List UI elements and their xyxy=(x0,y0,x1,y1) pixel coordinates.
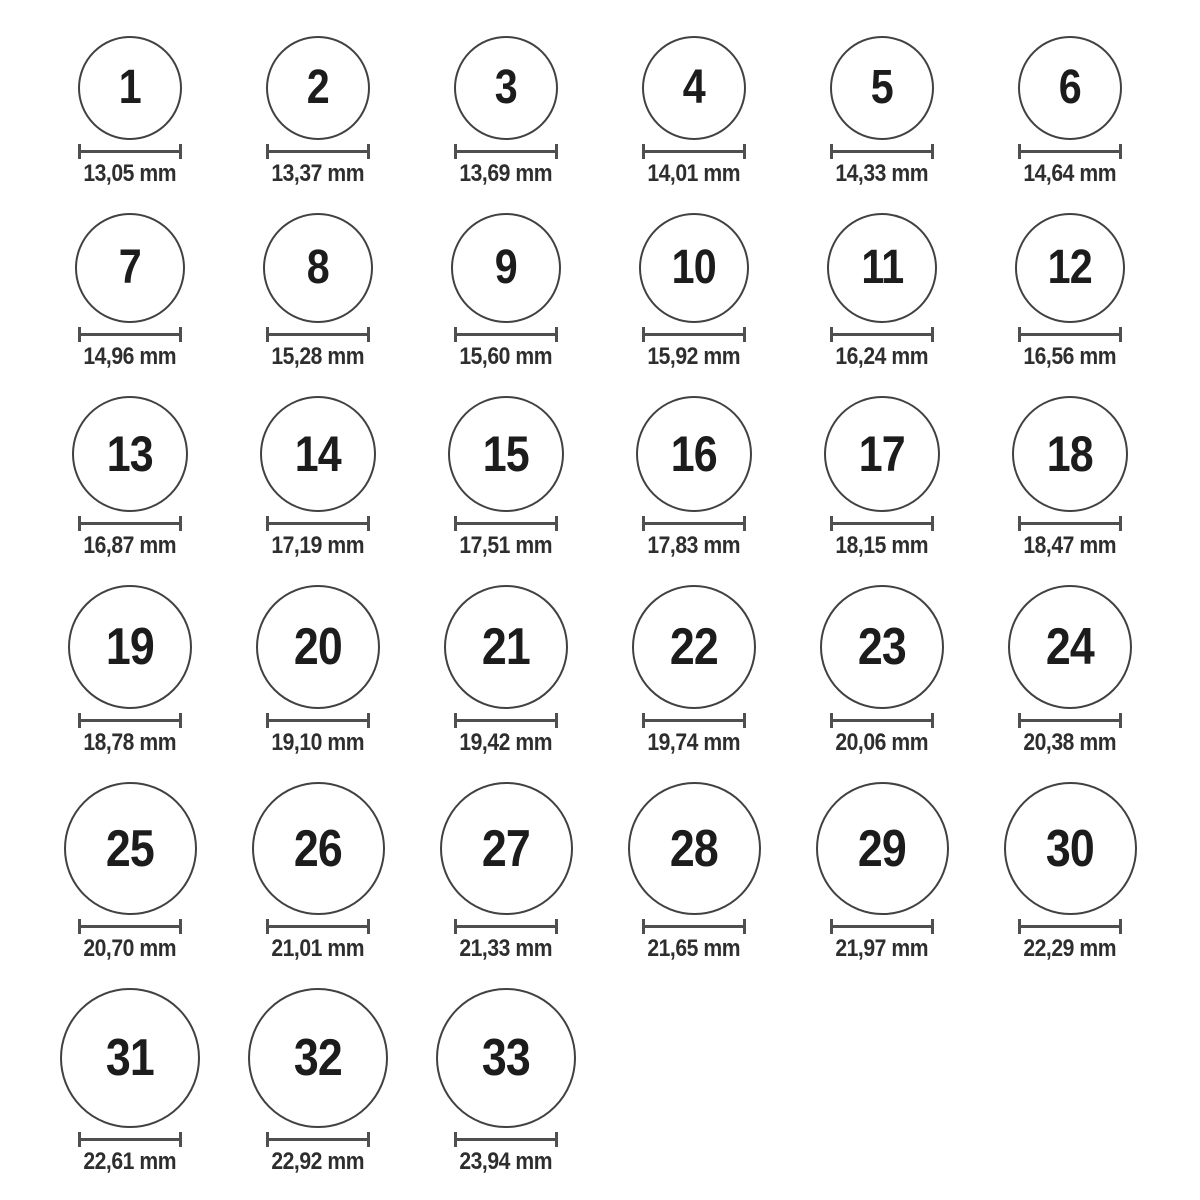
diameter-label: 15,60 mm xyxy=(459,343,553,370)
measure-bar-icon xyxy=(457,333,555,336)
ring-size-cell xyxy=(224,988,412,1175)
measure-bar-icon xyxy=(645,150,743,153)
ring-circle xyxy=(1012,396,1128,512)
measure-tick-right-icon xyxy=(1119,327,1122,342)
ring-size-cell xyxy=(788,396,976,559)
ring-circle xyxy=(632,585,756,709)
diameter-measure xyxy=(454,516,558,531)
ring-circle xyxy=(444,585,568,709)
chart-row xyxy=(36,988,1164,1175)
diameter-measure xyxy=(454,713,558,728)
measure-tick-right-icon xyxy=(1119,144,1122,159)
measure-bar-icon xyxy=(1021,333,1119,336)
measure-tick-right-icon xyxy=(179,327,182,342)
ring-size-cell xyxy=(412,396,600,559)
measure-tick-right-icon xyxy=(179,713,182,728)
ring-size-cell xyxy=(412,36,600,187)
ring-size-cell xyxy=(36,782,224,962)
measure-bar-icon xyxy=(1021,925,1119,928)
diameter-label: 19,74 mm xyxy=(647,729,741,756)
ring-size-cell xyxy=(600,585,788,756)
measure-tick-right-icon xyxy=(179,144,182,159)
ring-size-number: 10 xyxy=(671,241,717,294)
ring-size-cell xyxy=(976,585,1164,756)
diameter-measure xyxy=(454,144,558,159)
ring-size-number: 30 xyxy=(1045,819,1095,878)
measure-tick-right-icon xyxy=(743,713,746,728)
measure-bar-icon xyxy=(81,150,179,153)
diameter-measure xyxy=(266,327,370,342)
diameter-label: 17,51 mm xyxy=(459,532,553,559)
ring-circle xyxy=(639,213,749,323)
diameter-label: 16,24 mm xyxy=(835,343,929,370)
diameter-label: 20,70 mm xyxy=(83,935,177,962)
measure-tick-right-icon xyxy=(1119,919,1122,934)
ring-size-number: 33 xyxy=(481,1029,531,1087)
measure-tick-right-icon xyxy=(743,516,746,531)
measure-tick-right-icon xyxy=(1119,713,1122,728)
ring-size-number: 32 xyxy=(293,1029,343,1087)
measure-tick-right-icon xyxy=(1119,516,1122,531)
measure-bar-icon xyxy=(1021,719,1119,722)
ring-circle xyxy=(451,213,561,323)
diameter-label: 23,94 mm xyxy=(459,1148,553,1175)
measure-bar-icon xyxy=(457,522,555,525)
measure-bar-icon xyxy=(81,925,179,928)
ring-size-number: 31 xyxy=(105,1029,155,1087)
measure-bar-icon xyxy=(1021,522,1119,525)
diameter-measure xyxy=(1018,516,1122,531)
ring-size-cell xyxy=(600,36,788,187)
ring-circle xyxy=(436,988,576,1128)
measure-bar-icon xyxy=(833,150,931,153)
measure-tick-right-icon xyxy=(555,713,558,728)
ring-circle xyxy=(636,396,752,512)
diameter-measure xyxy=(642,713,746,728)
diameter-label: 22,92 mm xyxy=(271,1148,365,1175)
measure-bar-icon xyxy=(81,719,179,722)
diameter-measure xyxy=(266,919,370,934)
ring-circle xyxy=(266,36,370,140)
ring-size-number: 21 xyxy=(481,618,531,676)
diameter-label: 13,69 mm xyxy=(459,160,553,187)
diameter-label: 19,10 mm xyxy=(271,729,365,756)
diameter-measure xyxy=(642,144,746,159)
diameter-label: 14,64 mm xyxy=(1023,160,1117,187)
ring-size-number: 22 xyxy=(669,618,719,676)
measure-bar-icon xyxy=(269,719,367,722)
measure-tick-right-icon xyxy=(367,144,370,159)
ring-size-number: 15 xyxy=(482,426,530,482)
measure-bar-icon xyxy=(833,925,931,928)
measure-bar-icon xyxy=(457,1138,555,1141)
ring-size-number: 5 xyxy=(870,61,894,114)
ring-size-number: 8 xyxy=(306,241,330,294)
ring-size-cell xyxy=(224,585,412,756)
ring-circle xyxy=(628,782,761,915)
ring-size-cell xyxy=(600,782,788,962)
ring-size-cell xyxy=(976,36,1164,187)
diameter-measure xyxy=(78,1132,182,1147)
diameter-label: 14,01 mm xyxy=(647,160,741,187)
ring-circle xyxy=(1004,782,1137,915)
ring-circle xyxy=(448,396,564,512)
diameter-measure xyxy=(78,919,182,934)
ring-size-number: 27 xyxy=(481,819,531,878)
ring-circle xyxy=(78,36,182,140)
ring-size-cell xyxy=(976,213,1164,370)
diameter-label: 14,33 mm xyxy=(835,160,929,187)
diameter-measure xyxy=(78,516,182,531)
ring-circle xyxy=(1008,585,1132,709)
diameter-label: 16,87 mm xyxy=(83,532,177,559)
measure-tick-right-icon xyxy=(179,919,182,934)
chart-row xyxy=(36,36,1164,187)
diameter-measure xyxy=(266,713,370,728)
diameter-label: 13,37 mm xyxy=(271,160,365,187)
ring-circle xyxy=(248,988,388,1128)
ring-size-number: 29 xyxy=(857,819,907,878)
measure-tick-right-icon xyxy=(555,919,558,934)
measure-tick-right-icon xyxy=(931,713,934,728)
ring-size-cell xyxy=(412,213,600,370)
diameter-label: 15,28 mm xyxy=(271,343,365,370)
measure-tick-right-icon xyxy=(367,327,370,342)
ring-circle xyxy=(60,988,200,1128)
ring-circle xyxy=(440,782,573,915)
diameter-label: 20,06 mm xyxy=(835,729,929,756)
ring-size-number: 23 xyxy=(857,618,907,676)
chart-row xyxy=(36,213,1164,370)
diameter-label: 16,56 mm xyxy=(1023,343,1117,370)
measure-bar-icon xyxy=(269,333,367,336)
measure-bar-icon xyxy=(1021,150,1119,153)
ring-size-cell xyxy=(224,396,412,559)
ring-size-number: 26 xyxy=(293,819,343,878)
ring-circle xyxy=(64,782,197,915)
ring-size-cell xyxy=(600,213,788,370)
diameter-measure xyxy=(78,327,182,342)
diameter-label: 19,42 mm xyxy=(459,729,553,756)
diameter-measure xyxy=(642,919,746,934)
diameter-measure xyxy=(78,144,182,159)
measure-tick-right-icon xyxy=(743,327,746,342)
diameter-measure xyxy=(454,1132,558,1147)
chart-row xyxy=(36,782,1164,962)
ring-size-cell xyxy=(788,782,976,962)
ring-size-cell xyxy=(976,782,1164,962)
ring-size-number: 3 xyxy=(494,61,518,114)
diameter-label: 18,78 mm xyxy=(83,729,177,756)
diameter-measure xyxy=(454,919,558,934)
ring-size-cell xyxy=(36,396,224,559)
measure-tick-right-icon xyxy=(555,516,558,531)
ring-circle xyxy=(256,585,380,709)
diameter-label: 17,83 mm xyxy=(647,532,741,559)
ring-size-number: 4 xyxy=(682,61,706,114)
diameter-measure xyxy=(1018,919,1122,934)
diameter-measure xyxy=(642,327,746,342)
ring-circle xyxy=(827,213,937,323)
ring-circle xyxy=(454,36,558,140)
measure-bar-icon xyxy=(81,522,179,525)
ring-circle xyxy=(1015,213,1125,323)
diameter-measure xyxy=(830,516,934,531)
diameter-measure xyxy=(1018,327,1122,342)
diameter-label: 21,33 mm xyxy=(459,935,553,962)
ring-size-cell xyxy=(36,585,224,756)
measure-bar-icon xyxy=(645,719,743,722)
ring-size-cell xyxy=(788,213,976,370)
measure-bar-icon xyxy=(81,333,179,336)
diameter-measure xyxy=(830,327,934,342)
ring-size-number: 2 xyxy=(306,61,330,114)
ring-size-number: 1 xyxy=(118,61,142,114)
diameter-label: 14,96 mm xyxy=(83,343,177,370)
diameter-measure xyxy=(1018,144,1122,159)
ring-size-cell xyxy=(976,396,1164,559)
ring-circle xyxy=(263,213,373,323)
measure-tick-right-icon xyxy=(931,144,934,159)
ring-size-cell xyxy=(36,988,224,1175)
measure-bar-icon xyxy=(269,150,367,153)
diameter-label: 17,19 mm xyxy=(271,532,365,559)
ring-circle xyxy=(820,585,944,709)
chart-row xyxy=(36,585,1164,756)
ring-circle xyxy=(1018,36,1122,140)
measure-bar-icon xyxy=(645,522,743,525)
measure-bar-icon xyxy=(833,333,931,336)
measure-tick-right-icon xyxy=(555,144,558,159)
measure-bar-icon xyxy=(269,522,367,525)
ring-circle xyxy=(252,782,385,915)
measure-bar-icon xyxy=(833,522,931,525)
measure-bar-icon xyxy=(269,925,367,928)
diameter-label: 21,01 mm xyxy=(271,935,365,962)
ring-size-cell xyxy=(412,988,600,1175)
ring-circle xyxy=(72,396,188,512)
measure-tick-right-icon xyxy=(367,516,370,531)
ring-circle xyxy=(642,36,746,140)
measure-bar-icon xyxy=(645,333,743,336)
ring-circle xyxy=(75,213,185,323)
ring-size-number: 12 xyxy=(1047,241,1093,294)
measure-tick-right-icon xyxy=(367,919,370,934)
diameter-label: 21,65 mm xyxy=(647,935,741,962)
diameter-label: 18,47 mm xyxy=(1023,532,1117,559)
measure-tick-right-icon xyxy=(555,1132,558,1147)
ring-size-cell xyxy=(788,585,976,756)
diameter-measure xyxy=(830,144,934,159)
ring-size-number: 6 xyxy=(1058,61,1082,114)
ring-size-number: 18 xyxy=(1046,426,1094,482)
diameter-measure xyxy=(1018,713,1122,728)
ring-size-cell xyxy=(224,782,412,962)
diameter-label: 22,61 mm xyxy=(83,1148,177,1175)
ring-size-cell xyxy=(36,36,224,187)
ring-size-number: 9 xyxy=(494,241,518,294)
ring-circle xyxy=(68,585,192,709)
diameter-measure xyxy=(266,144,370,159)
measure-bar-icon xyxy=(269,1138,367,1141)
ring-circle xyxy=(260,396,376,512)
ring-size-cell xyxy=(224,36,412,187)
ring-size-number: 25 xyxy=(105,819,155,878)
measure-tick-right-icon xyxy=(367,713,370,728)
ring-size-number: 19 xyxy=(105,618,155,676)
diameter-label: 21,97 mm xyxy=(835,935,929,962)
ring-size-number: 14 xyxy=(294,426,342,482)
diameter-label: 15,92 mm xyxy=(647,343,741,370)
measure-tick-right-icon xyxy=(743,144,746,159)
measure-bar-icon xyxy=(457,719,555,722)
diameter-measure xyxy=(78,713,182,728)
diameter-measure xyxy=(642,516,746,531)
measure-tick-right-icon xyxy=(179,516,182,531)
diameter-label: 18,15 mm xyxy=(835,532,929,559)
ring-size-number: 16 xyxy=(670,426,718,482)
measure-bar-icon xyxy=(457,925,555,928)
diameter-measure xyxy=(266,516,370,531)
diameter-label: 13,05 mm xyxy=(83,160,177,187)
diameter-measure xyxy=(266,1132,370,1147)
measure-tick-right-icon xyxy=(931,516,934,531)
ring-size-cell xyxy=(788,36,976,187)
chart-row xyxy=(36,396,1164,559)
measure-tick-right-icon xyxy=(179,1132,182,1147)
ring-size-cell xyxy=(224,213,412,370)
diameter-measure xyxy=(830,713,934,728)
measure-bar-icon xyxy=(645,925,743,928)
diameter-label: 22,29 mm xyxy=(1023,935,1117,962)
ring-size-number: 20 xyxy=(293,618,343,676)
ring-circle xyxy=(824,396,940,512)
ring-size-cell xyxy=(412,782,600,962)
ring-size-number: 13 xyxy=(106,426,154,482)
diameter-label: 20,38 mm xyxy=(1023,729,1117,756)
measure-tick-right-icon xyxy=(931,919,934,934)
ring-circle xyxy=(830,36,934,140)
measure-bar-icon xyxy=(81,1138,179,1141)
ring-size-number: 28 xyxy=(669,819,719,878)
measure-bar-icon xyxy=(833,719,931,722)
ring-size-number: 11 xyxy=(861,241,903,294)
ring-size-cell xyxy=(412,585,600,756)
measure-tick-right-icon xyxy=(743,919,746,934)
ring-size-cell xyxy=(36,213,224,370)
ring-size-number: 17 xyxy=(858,426,906,482)
measure-bar-icon xyxy=(457,150,555,153)
measure-tick-right-icon xyxy=(931,327,934,342)
diameter-measure xyxy=(454,327,558,342)
diameter-measure xyxy=(830,919,934,934)
measure-tick-right-icon xyxy=(555,327,558,342)
ring-size-number: 7 xyxy=(118,241,142,294)
ring-circle xyxy=(816,782,949,915)
ring-size-number: 24 xyxy=(1045,618,1095,676)
measure-tick-right-icon xyxy=(367,1132,370,1147)
ring-size-cell xyxy=(600,396,788,559)
